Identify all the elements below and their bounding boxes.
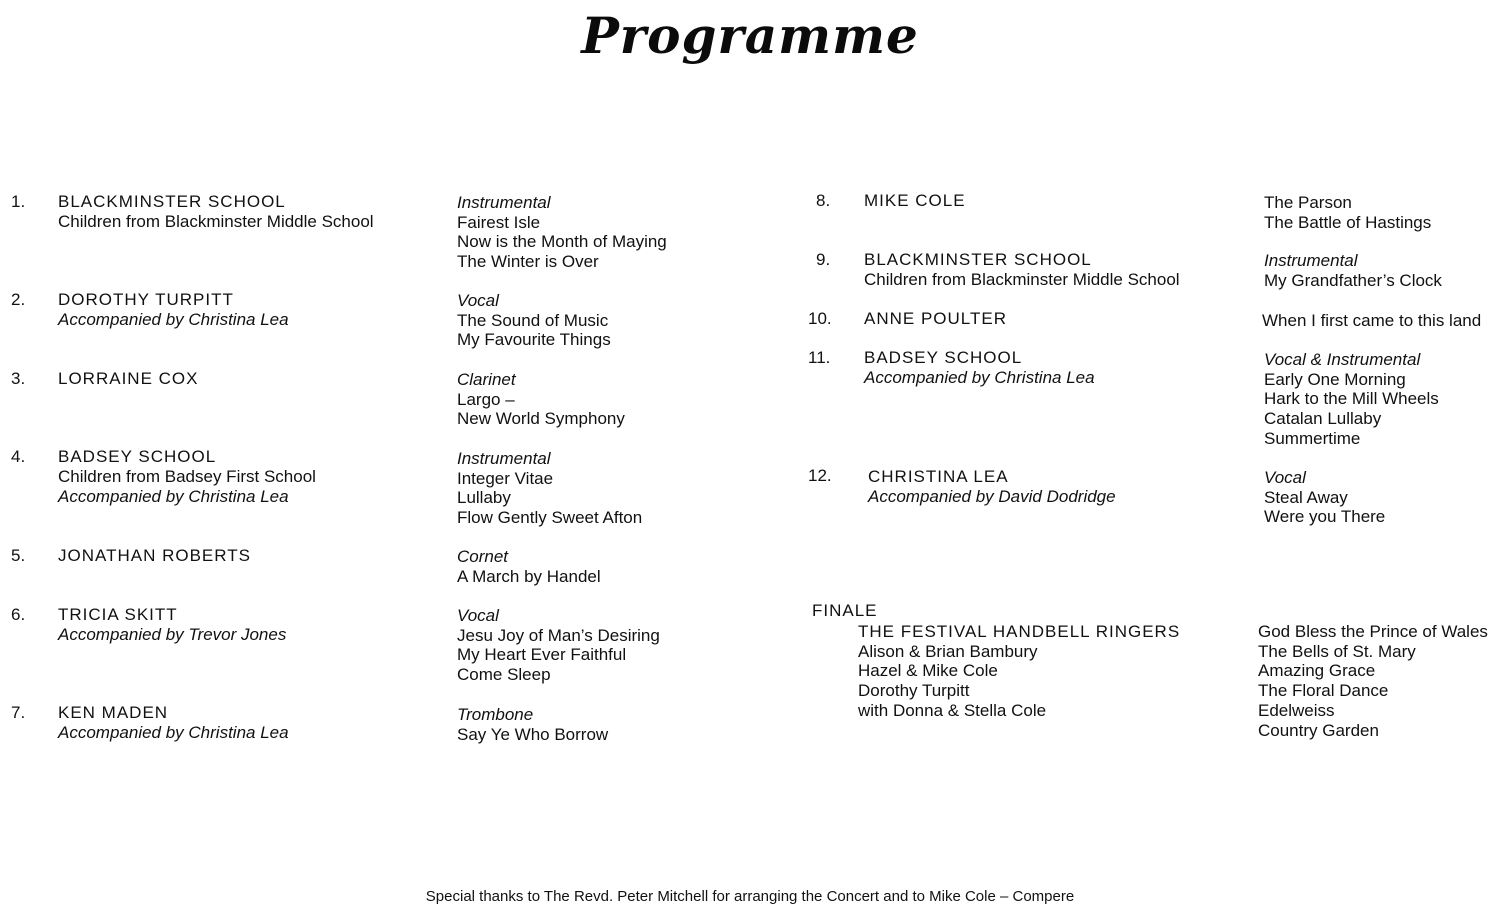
piece-title: My Heart Ever Faithful bbox=[457, 645, 627, 665]
piece-title: Lullaby bbox=[457, 488, 511, 508]
item-number: 12. bbox=[808, 466, 832, 485]
piece-title: The Winter is Over bbox=[457, 252, 599, 272]
piece-title: When I first came to this land bbox=[1262, 311, 1482, 330]
item-pieces bbox=[457, 705, 608, 744]
item-pieces bbox=[457, 547, 601, 586]
performer-name: BLACKMINSTER SCHOOL bbox=[864, 250, 1092, 269]
performer-note: Children from Badsey First School bbox=[58, 467, 316, 486]
piece-title: New World Symphony bbox=[457, 409, 625, 429]
piece-title: Early One Morning bbox=[1264, 369, 1406, 389]
accompanist: Accompanied by Christina Lea bbox=[58, 310, 289, 329]
piece-title: The Floral Dance bbox=[1258, 681, 1389, 701]
piece-title: Fairest Isle bbox=[457, 212, 541, 232]
performer-name: BADSEY SCHOOL bbox=[864, 348, 1023, 367]
piece-title: Integer Vitae bbox=[457, 468, 554, 488]
performer-name: TRICIA SKITT bbox=[58, 605, 178, 624]
performer-name: BLACKMINSTER SCHOOL bbox=[58, 192, 286, 211]
item-pieces bbox=[457, 193, 667, 272]
piece-title: My Grandfather’s Clock bbox=[1264, 270, 1442, 290]
item-pieces bbox=[457, 449, 642, 528]
piece-title: Catalan Lullaby bbox=[1264, 409, 1382, 429]
performer-name: LORRAINE COX bbox=[58, 369, 199, 388]
item-performer-block bbox=[58, 605, 286, 645]
item-number: 1. bbox=[11, 192, 26, 211]
piece-title: Say Ye Who Borrow bbox=[457, 724, 609, 744]
piece-title: God Bless the Prince of Wales bbox=[1258, 622, 1488, 641]
performer-name: KEN MADEN bbox=[58, 703, 169, 722]
performer-note: Children from Blackminster Middle School bbox=[58, 212, 374, 231]
item-number: 6. bbox=[11, 605, 26, 624]
performer-name: THE FESTIVAL HANDBELL RINGERS bbox=[858, 622, 1181, 641]
item-pieces bbox=[1264, 251, 1442, 290]
piece-title: The Bells of St. Mary bbox=[1258, 641, 1416, 661]
accompanist: Accompanied by Trevor Jones bbox=[58, 625, 287, 644]
piece-title: Edelweiss bbox=[1258, 700, 1335, 720]
item-performer-block bbox=[58, 546, 251, 566]
item-number: 5. bbox=[11, 546, 26, 565]
item-pieces bbox=[1262, 311, 1481, 331]
item-number: 11. bbox=[808, 348, 831, 367]
piece-category: Vocal & Instrumental bbox=[1264, 350, 1421, 369]
item-number: 7. bbox=[11, 703, 26, 722]
piece-title: The Sound of Music bbox=[457, 310, 609, 330]
finale-heading: FINALE bbox=[812, 601, 878, 620]
piece-title: Flow Gently Sweet Afton bbox=[457, 508, 643, 528]
piece-title: Now is the Month of Maying bbox=[457, 232, 667, 252]
item-performer-block bbox=[58, 290, 289, 330]
piece-category: Instrumental bbox=[1264, 251, 1358, 270]
piece-title: Come Sleep bbox=[457, 665, 551, 685]
page-title: Programme bbox=[581, 6, 919, 65]
piece-title: Were you There bbox=[1264, 507, 1386, 527]
item-number: 8. bbox=[816, 191, 831, 210]
piece-title: Largo – bbox=[457, 389, 515, 409]
item-pieces bbox=[1264, 350, 1439, 449]
piece-title: Steal Away bbox=[1264, 487, 1348, 507]
item-performer-block bbox=[864, 250, 1180, 290]
piece-title: Hark to the Mill Wheels bbox=[1264, 389, 1439, 409]
item-performer-block bbox=[864, 191, 966, 211]
item-performer-block bbox=[58, 192, 374, 232]
item-number: 9. bbox=[816, 250, 831, 269]
finale-performers bbox=[858, 622, 1180, 721]
piece-category: Instrumental bbox=[457, 193, 551, 212]
performer-name: MIKE COLE bbox=[864, 191, 966, 210]
piece-category: Vocal bbox=[457, 291, 499, 310]
piece-title: My Favourite Things bbox=[457, 330, 611, 350]
performer-name: DOROTHY TURPITT bbox=[58, 290, 234, 309]
piece-title: Jesu Joy of Man’s Desiring bbox=[457, 625, 660, 645]
item-number: 10. bbox=[808, 309, 832, 328]
piece-title: A March by Handel bbox=[457, 566, 601, 586]
item-pieces bbox=[457, 291, 611, 350]
accompanist: Accompanied by David Dodridge bbox=[868, 487, 1116, 506]
item-number: 3. bbox=[11, 369, 26, 388]
performer-name: ANNE POULTER bbox=[864, 309, 1007, 328]
item-performer-block bbox=[868, 467, 1116, 507]
performer-name: JONATHAN ROBERTS bbox=[58, 546, 251, 565]
piece-title: Summertime bbox=[1264, 428, 1361, 448]
accompanist: Accompanied by Christina Lea bbox=[58, 723, 289, 742]
accompanist: Accompanied by Christina Lea bbox=[58, 487, 289, 506]
item-pieces bbox=[1264, 193, 1431, 232]
piece-category: Clarinet bbox=[457, 370, 516, 389]
item-performer-block bbox=[58, 447, 316, 507]
piece-category: Vocal bbox=[457, 606, 499, 625]
piece-category: Instrumental bbox=[457, 449, 551, 468]
finale-member: Hazel & Mike Cole bbox=[858, 661, 998, 681]
item-performer-block bbox=[58, 703, 289, 743]
item-performer-block bbox=[864, 309, 1007, 329]
piece-category: Vocal bbox=[1264, 468, 1306, 487]
performer-note: Children from Blackminster Middle School bbox=[864, 270, 1180, 289]
finale-member: Alison & Brian Bambury bbox=[858, 641, 1038, 661]
finale-pieces bbox=[1258, 622, 1488, 740]
item-pieces bbox=[457, 606, 660, 685]
performer-name: CHRISTINA LEA bbox=[868, 467, 1009, 486]
accompanist: Accompanied by Christina Lea bbox=[864, 368, 1095, 387]
acknowledgement-footer: Special thanks to The Revd. Peter Mitchell for arranging the Concert and to Mike Cole – Compere bbox=[425, 888, 1075, 905]
item-pieces bbox=[457, 370, 625, 429]
piece-title: Country Garden bbox=[1258, 720, 1379, 740]
finale-member: with Donna & Stella Cole bbox=[858, 700, 1047, 720]
item-number: 2. bbox=[11, 290, 26, 309]
piece-title: Amazing Grace bbox=[1258, 661, 1376, 681]
piece-title: The Battle of Hastings bbox=[1264, 212, 1432, 232]
item-number: 4. bbox=[11, 447, 26, 466]
piece-category: Trombone bbox=[457, 705, 534, 724]
finale-member: Dorothy Turpitt bbox=[858, 681, 970, 701]
piece-category: Cornet bbox=[457, 547, 509, 566]
item-pieces bbox=[1264, 468, 1385, 527]
performer-name: BADSEY SCHOOL bbox=[58, 447, 217, 466]
piece-title: The Parson bbox=[1264, 193, 1352, 212]
item-performer-block bbox=[58, 369, 198, 389]
item-performer-block bbox=[864, 348, 1095, 388]
